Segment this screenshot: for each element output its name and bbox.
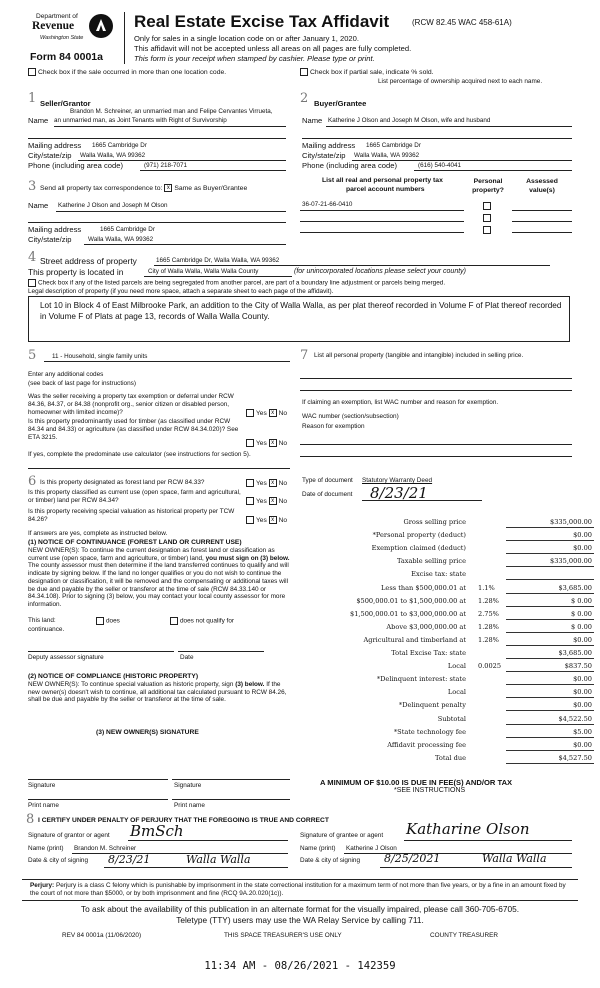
no-label: No bbox=[278, 479, 288, 487]
corr-mailing-label: Mailing address bbox=[28, 225, 82, 234]
section-8-number: 8 bbox=[26, 812, 35, 827]
seller-rule-4 bbox=[140, 170, 286, 171]
tax-row-rule bbox=[506, 737, 594, 738]
owner-sig-rule-2 bbox=[172, 779, 290, 780]
tax-row-rule bbox=[506, 724, 594, 725]
tax-row bbox=[300, 531, 596, 542]
parcels-head-assessed: Assessed value(s) bbox=[526, 178, 558, 194]
yes-label: Yes bbox=[256, 497, 267, 505]
sec6-q2-yes-checkbox[interactable] bbox=[246, 497, 254, 505]
owner-print-label-1: Print name bbox=[28, 802, 59, 809]
tax-row-rate: 1.28% bbox=[478, 622, 499, 631]
tax-row bbox=[300, 741, 596, 752]
tax-row-value: $0.00 bbox=[573, 701, 592, 710]
tax-row-rule bbox=[506, 579, 594, 580]
assessed-rule-1 bbox=[512, 210, 572, 211]
corr-name: Katherine J Olson and Joseph M Olson bbox=[58, 202, 168, 209]
see-instructions: *SEE INSTRUCTIONS bbox=[394, 787, 466, 794]
exempt-label: If claiming an exemption, list WAC number and reason for exemption. bbox=[302, 399, 499, 406]
corr-rule-3 bbox=[84, 244, 286, 245]
does-label: does bbox=[106, 617, 120, 625]
tax-row-label: Total due bbox=[434, 753, 466, 762]
minimum-fee-note: A MINIMUM OF $10.00 IS DUE IN FEE(S) AND/OR TAX bbox=[320, 778, 513, 787]
sec6-q1: Is this property designated as forest land per RCW 84.33? bbox=[40, 479, 205, 486]
tax-row bbox=[300, 544, 596, 555]
segregation-label: Check box if any of the listed parcels are being segregated from another parcel, are part of a boundary line adjustment or parcels being merged. bbox=[38, 279, 446, 287]
footer-rule-top bbox=[22, 879, 578, 880]
assessed-rule-3 bbox=[512, 232, 572, 233]
no-label: No bbox=[278, 439, 288, 447]
tax-row-value: $837.50 bbox=[564, 662, 592, 671]
section-6-number: 6 bbox=[28, 474, 37, 489]
yes-label: Yes bbox=[256, 409, 267, 417]
owner-sig-rule-1 bbox=[28, 779, 168, 780]
seller-heading: Seller/Grantor bbox=[40, 99, 91, 108]
does-not-checkbox[interactable] bbox=[170, 617, 178, 625]
does-option[interactable] bbox=[96, 617, 120, 625]
street-label: Street address of property bbox=[40, 256, 137, 266]
tax-row-value: $335,000.00 bbox=[550, 518, 592, 526]
does-not-label: does not qualify for bbox=[180, 617, 234, 625]
partial-sale-label: Check box if partial sale, indicate % sold. bbox=[310, 68, 434, 76]
yes-label: Yes bbox=[256, 479, 267, 487]
seller-city-label: City/state/zip bbox=[28, 151, 72, 160]
perjury-body: Perjury is a class C felony which is punishable by imprisonment in the state correctional institution for a maximum term of not more than five years, or by a fine in an amount fixed by the court of not more than $5000, or by both imprisonment and fine (RCQ 9A.20.020(1c)). bbox=[30, 882, 566, 897]
tax-row-label: *Delinquent penalty bbox=[398, 701, 466, 710]
tax-row-rule bbox=[506, 671, 594, 672]
notice2-title: (2) NOTICE OF COMPLIANCE (HISTORIC PROPERTY) bbox=[28, 673, 199, 680]
owner-sig-label-2: Signature bbox=[174, 782, 202, 789]
footer-rule-bottom bbox=[22, 900, 578, 901]
sec5-q1: Was the seller receiving a property tax exemption or deferral under RCW 84.36, 84.37, or 84.38 (nonprofit org., senior citizen or disabled person, homeowner with limited income)? bbox=[28, 393, 234, 416]
seller-name-line1: Brandon M. Schreiner, an unmarried man and Felipe Cervantes Virrueta, bbox=[70, 108, 273, 115]
tax-row bbox=[300, 557, 596, 568]
tax-row-rule bbox=[506, 606, 594, 607]
notice1-part-b: you must sign on (3) below. bbox=[205, 554, 290, 562]
tax-row-value: $3,685.00 bbox=[558, 649, 592, 657]
wac-label: WAC number (section/subsection) bbox=[302, 413, 399, 420]
form-number: Form 84 0001a bbox=[30, 51, 103, 63]
tax-row-label: $1,500,000.01 to $3,000,000.00 at bbox=[350, 609, 466, 618]
no-label: No bbox=[278, 516, 288, 524]
buyer-phone: (616) 540-4041 bbox=[418, 162, 462, 169]
tax-row-rate: 0.0025 bbox=[478, 662, 502, 671]
tax-row bbox=[300, 610, 596, 621]
tax-row-label: *Personal property (deduct) bbox=[372, 531, 466, 540]
owner-print-label-2: Print name bbox=[174, 802, 205, 809]
tax-row-rule bbox=[506, 763, 594, 764]
partial-sale-sub: List percentage of ownership acquired next to each name. bbox=[378, 78, 543, 85]
tax-row bbox=[300, 597, 596, 608]
header-note-2: This affidavit will not be accepted unless all areas on all pages are fully completed. bbox=[134, 44, 412, 53]
legal-description: Lot 10 in Block 4 of East Milbrooke Park, an addition to the City of Walla Walla, as per plat thereof recorded in Volume F of Plat thereof recorded in Volume F of Plats at page 13, records of Walla Walla County. bbox=[40, 301, 562, 321]
doc-date-rule bbox=[362, 500, 482, 501]
tax-row-value: $0.00 bbox=[573, 688, 592, 697]
buyer-name: Katherine J Olson and Joseph M Olson, wife and husband bbox=[328, 117, 491, 124]
corr-name-label: Name bbox=[28, 201, 49, 210]
tax-row-rule bbox=[506, 658, 594, 659]
grantee-date: 8/25/2021 bbox=[384, 852, 441, 865]
doc-type-label: Type of document bbox=[302, 477, 353, 484]
street-rule bbox=[154, 265, 550, 266]
tax-row-label: *State technology fee bbox=[393, 727, 466, 736]
tax-row-value: $4,522.50 bbox=[558, 714, 592, 723]
tax-row-label: Local bbox=[447, 662, 466, 671]
notice1-title: (1) NOTICE OF CONTINUANCE (FOREST LAND OR CURRENT USE) bbox=[28, 539, 242, 546]
tax-row-rate: 1.28% bbox=[478, 635, 499, 644]
tax-row bbox=[300, 662, 596, 673]
segregation-checkbox[interactable] bbox=[28, 279, 36, 287]
corr-city: Walla Walla, WA 99362 bbox=[88, 236, 154, 243]
seller-mailing-label: Mailing address bbox=[28, 141, 82, 150]
sec6-q1-answer bbox=[246, 479, 287, 487]
sec5-q1-yes-checkbox[interactable] bbox=[246, 409, 254, 417]
notice2-part-a: NEW OWNER(S): To continue special valuation as historic property, sign bbox=[28, 681, 234, 688]
dor-emblem-icon bbox=[88, 13, 114, 39]
parcel-1: 36-07-21-66-0410 bbox=[302, 201, 353, 208]
buyer-mailing: 1665 Cambridge Dr bbox=[366, 142, 421, 149]
use-code: 11 - Household, single family units bbox=[52, 353, 148, 360]
grantor-date-rule bbox=[104, 867, 288, 868]
tax-row bbox=[300, 649, 596, 660]
parcels-head-personal: Personal property? bbox=[472, 178, 504, 194]
yes-label: Yes bbox=[256, 516, 267, 524]
parcel-rule-2 bbox=[300, 221, 464, 222]
tax-row-label: Taxable selling price bbox=[396, 557, 466, 566]
sec6-q2: Is this property classified as current use (open space, farm and agricultural, or timber) land per RCW 84.34? bbox=[28, 489, 241, 504]
tax-row bbox=[300, 715, 596, 726]
corr-rule-1 bbox=[56, 211, 286, 212]
corr-rule-2 bbox=[28, 222, 286, 223]
section-5-number: 5 bbox=[28, 348, 37, 363]
tty-note: Teletype (TTY) users may use the WA Relay Service by calling 711. bbox=[176, 915, 424, 925]
tax-row bbox=[300, 623, 596, 634]
tax-row-rule bbox=[506, 684, 594, 685]
tax-row bbox=[300, 675, 596, 686]
tax-row-rule bbox=[506, 566, 594, 567]
sec5-rule-end bbox=[28, 468, 290, 469]
perjury-label: Perjury: bbox=[30, 882, 55, 889]
tax-row-value: $ 0.00 bbox=[571, 609, 592, 618]
same-as-buyer-label: Same as Buyer/Grantee bbox=[174, 184, 248, 192]
buyer-name-label: Name bbox=[302, 116, 323, 125]
section-4-number: 4 bbox=[28, 250, 37, 265]
add-codes-label: Enter any additional codes bbox=[28, 371, 104, 378]
sec6-ifyes: If answers are yes, complete as instructed below. bbox=[28, 530, 168, 537]
legal-label: Legal description of property (if you need more space, attach a separate sheet to each page of the affidavit). bbox=[28, 288, 334, 295]
grantor-sig-label: Signature of grantor or agent bbox=[28, 832, 110, 839]
tax-row-rate: 1.1% bbox=[478, 583, 495, 592]
tax-row bbox=[300, 728, 596, 739]
sec6-q3-yes-checkbox[interactable] bbox=[246, 516, 254, 524]
grantee-name: Katherine J Olson bbox=[346, 845, 397, 852]
logo-state-text: Washington State bbox=[40, 35, 84, 41]
seller-phone: (971) 218-7071 bbox=[144, 162, 188, 169]
no-label: No bbox=[278, 409, 288, 417]
tax-row-rule bbox=[506, 697, 594, 698]
section-3-number: 3 bbox=[28, 179, 37, 194]
form-title: Real Estate Excise Tax Affidavit bbox=[134, 12, 390, 31]
tax-row-label: Above $3,000,000.00 at bbox=[386, 622, 466, 631]
tax-row-rule bbox=[506, 710, 594, 711]
seller-name-line2: an unmarried man, as Joint Tenants with Right of Survivorship bbox=[54, 117, 227, 124]
sec5-q1-no-checkbox[interactable]: x bbox=[269, 409, 277, 417]
grantor-date-label: Date & city of signing bbox=[28, 857, 89, 864]
seller-mailing: 1665 Cambridge Dr bbox=[92, 142, 147, 149]
corr-mailing: 1665 Cambridge Dr bbox=[100, 226, 155, 233]
tax-row-rule bbox=[506, 645, 594, 646]
tax-row-value: $4,527.50 bbox=[558, 753, 592, 762]
tax-row-rate: 1.28% bbox=[478, 596, 499, 605]
tax-row bbox=[300, 754, 596, 765]
multi-location-check[interactable] bbox=[28, 68, 226, 76]
notice1-part-c: The county assessor must then determine if the land transferred continues to qualify and will indicate by signing below. If the land no longer qualifies or you do not wish to continue the designation or classification, it will be removed and the compensating or additional taxes will be due and payable by the seller or transferor at the time of sale (RCW 84.33.140 or 84.34.108). Prior to signing (3) below, you may contact your local county assessor for more information. bbox=[28, 562, 289, 608]
buyer-rule-2 bbox=[302, 138, 572, 139]
continuance-label: continuance. bbox=[28, 626, 65, 633]
tax-row-value: $5.00 bbox=[573, 727, 592, 736]
sec5-q2-answer bbox=[246, 439, 287, 447]
tax-row-rule bbox=[506, 540, 594, 541]
sec6-q3: Is this property receiving special valuation as historical property per TCW 84.26? bbox=[28, 508, 235, 523]
buyer-city: Walla Walla, WA 99362 bbox=[354, 152, 420, 159]
buyer-heading: Buyer/Grantee bbox=[314, 99, 367, 108]
tax-row-rule bbox=[506, 619, 594, 620]
deputy-date-rule bbox=[178, 651, 264, 652]
tax-row-value: $3,685.00 bbox=[558, 583, 592, 592]
parcel-rule-3 bbox=[300, 232, 464, 233]
tax-row bbox=[300, 570, 596, 581]
sec6-q1-yes-checkbox[interactable] bbox=[246, 479, 254, 487]
grantee-signature: Katharine Olson bbox=[406, 820, 530, 838]
notice1-body bbox=[28, 547, 290, 609]
header-divider bbox=[124, 12, 125, 64]
multi-location-label: Check box if the sale occurred in more than one location code. bbox=[38, 68, 227, 76]
doc-date: 8/23/21 bbox=[370, 484, 428, 502]
sec6-q1-no-checkbox[interactable]: x bbox=[269, 479, 277, 487]
dor-logo bbox=[26, 13, 116, 49]
grantor-name-label: Name (print) bbox=[28, 845, 64, 852]
correspondence-text: Send all property tax correspondence to: bbox=[40, 184, 163, 192]
sec5-q3: If yes, complete the predominate use calculator (see instructions for section 5). bbox=[28, 451, 251, 458]
tax-row-value: $335,000.00 bbox=[550, 557, 592, 566]
header-note-1: Only for sales in a single location code on or after January 1, 2020. bbox=[134, 34, 359, 43]
owner-print-rule-2 bbox=[172, 799, 290, 800]
notice2-part-c: If the new owner(s) doesn't wish to continue, all additional tax calculated pursuant to RCW 84.26, shall be due and payable by the seller or transferor at the time of sale. bbox=[28, 681, 287, 704]
personal-checkbox-1[interactable] bbox=[483, 202, 491, 210]
grantee-date-rule bbox=[380, 867, 572, 868]
sec6-q2-no-checkbox[interactable]: x bbox=[269, 497, 277, 505]
add-codes-note: (see back of last page for instructions) bbox=[28, 380, 136, 387]
sec5-q2-no-checkbox[interactable]: x bbox=[269, 439, 277, 447]
personal-checkbox-3[interactable] bbox=[483, 226, 491, 234]
located-rule bbox=[144, 276, 292, 277]
tax-row-rule bbox=[506, 632, 594, 633]
tax-row bbox=[300, 636, 596, 647]
notice2-part-b: (3) below. bbox=[235, 681, 265, 688]
tax-row-label: Subtotal bbox=[437, 714, 466, 723]
tax-row bbox=[300, 518, 596, 529]
treasurer-use-only: THIS SPACE TREASURER'S USE ONLY bbox=[224, 932, 342, 939]
section-1-number: 1 bbox=[28, 91, 37, 106]
tax-row-label: $500,000.01 to $1,500,000.00 at bbox=[356, 596, 466, 605]
segregation-check[interactable] bbox=[28, 279, 445, 287]
owner-sig-label-1: Signature bbox=[28, 782, 56, 789]
grantee-name-label: Name (print) bbox=[300, 845, 336, 852]
buyer-rule-3 bbox=[352, 160, 572, 161]
use-code-rule bbox=[44, 361, 290, 362]
grantee-sig-label: Signature of grantee or agent bbox=[300, 832, 384, 839]
deputy-sig-rule bbox=[28, 651, 174, 652]
seller-rule-2 bbox=[28, 138, 286, 139]
tax-row-value: $0.00 bbox=[573, 675, 592, 684]
tax-row-label: Excise tax: state bbox=[411, 570, 466, 579]
sec6-q3-no-checkbox[interactable]: x bbox=[269, 516, 277, 524]
does-checkbox[interactable] bbox=[96, 617, 104, 625]
logo-dept-text: Department of bbox=[36, 13, 78, 20]
tax-row-rate: 2.75% bbox=[478, 609, 499, 618]
buyer-name-rule bbox=[326, 126, 572, 127]
grantor-name-rule bbox=[72, 853, 288, 854]
tax-row-rule bbox=[506, 750, 594, 751]
section-7-number: 7 bbox=[300, 348, 309, 363]
seller-rule-3 bbox=[78, 160, 286, 161]
sec7-rule-4 bbox=[300, 456, 572, 457]
tax-row-rule bbox=[506, 593, 594, 594]
grantee-city: Walla Walla bbox=[482, 852, 547, 865]
buyer-rule-4 bbox=[414, 170, 572, 171]
same-as-buyer-checkbox[interactable]: x bbox=[164, 184, 172, 192]
form-rcw: (RCW 82.45 WAC 458-61A) bbox=[412, 18, 512, 27]
multi-location-checkbox[interactable] bbox=[28, 68, 36, 76]
personal-checkbox-2[interactable] bbox=[483, 214, 491, 222]
county-treasurer: COUNTY TREASURER bbox=[430, 932, 498, 939]
buyer-city-label: City/state/zip bbox=[302, 151, 346, 160]
assessed-rule-2 bbox=[512, 221, 572, 222]
seller-phone-label: Phone (including area code) bbox=[28, 161, 123, 170]
deputy-sig-label: Deputy assessor signature bbox=[28, 654, 104, 661]
tax-row-label: Local bbox=[447, 688, 466, 697]
tax-row-label: *Delinquent interest: state bbox=[376, 675, 466, 684]
doc-date-label: Date of document bbox=[302, 491, 353, 498]
grantor-name: Brandon M. Schreiner bbox=[74, 845, 137, 852]
tax-row-rule bbox=[506, 553, 594, 554]
sec7-text: List all personal property (tangible and intangible) included in selling price. bbox=[314, 352, 524, 359]
tax-row-label: Affidavit processing fee bbox=[387, 740, 466, 749]
notice2-body bbox=[28, 681, 290, 704]
notice3-title: (3) NEW OWNER(S) SIGNATURE bbox=[96, 729, 199, 736]
no-label: No bbox=[278, 497, 288, 505]
form-revision: REV 84 0001a (11/06/2020) bbox=[62, 932, 142, 939]
sec7-rule-2 bbox=[300, 390, 572, 391]
tax-row bbox=[300, 584, 596, 595]
reason-label: Reason for exemption bbox=[302, 423, 365, 430]
sec6-q2-answer bbox=[246, 497, 287, 505]
parcels-head-1: List all real and personal property tax bbox=[322, 177, 443, 184]
buyer-phone-label: Phone (including area code) bbox=[302, 161, 397, 170]
tax-row-label: Gross selling price bbox=[403, 518, 466, 526]
sec7-rule-3 bbox=[300, 444, 572, 445]
tax-row-value: $ 0.00 bbox=[571, 596, 592, 605]
logo-revenue-text: Revenue bbox=[32, 20, 75, 32]
grantor-sig-rule bbox=[128, 840, 288, 841]
tax-row-rule bbox=[506, 527, 594, 528]
grantor-date: 8/23/21 bbox=[108, 853, 151, 866]
this-land-label: This land: bbox=[28, 617, 56, 624]
sec7-rule-1 bbox=[300, 378, 572, 379]
seller-name-rule bbox=[54, 126, 286, 127]
parcel-rule-1 bbox=[300, 210, 464, 211]
certify-text: I CERTIFY UNDER PENALTY OF PERJURY THAT THE FOREGOING IS TRUE AND CORRECT bbox=[38, 817, 329, 824]
seller-name-label: Name bbox=[28, 116, 49, 125]
notice1-part-a: NEW OWNER(S): To continue the current designation as forest land or classification as current use (open space, farm and agriculture, or timber) land, bbox=[28, 547, 275, 562]
unincorp-note: (for unincorporated locations please select your county) bbox=[294, 268, 466, 275]
grantee-date-label: Date & city of signing bbox=[300, 857, 361, 864]
correspondence-label bbox=[40, 184, 247, 192]
yes-label: Yes bbox=[256, 439, 267, 447]
perjury-text bbox=[30, 882, 570, 898]
grantor-city: Walla Walla bbox=[186, 853, 251, 866]
tax-row-value: $0.00 bbox=[573, 544, 592, 553]
header-note-3: This form is your receipt when stamped by cashier. Please type or print. bbox=[134, 54, 375, 63]
partial-sale-checkbox[interactable] bbox=[300, 68, 308, 76]
tax-row-value: $0.00 bbox=[573, 635, 592, 644]
partial-sale-check[interactable] bbox=[300, 68, 434, 76]
alt-format-note: To ask about the availability of this publication in an alternate format for the visually impaired, please call 360-705-6705. bbox=[80, 904, 520, 914]
corr-city-label: City/state/zip bbox=[28, 235, 72, 244]
grantor-signature: BmSch bbox=[130, 822, 184, 840]
grantee-sig-rule bbox=[404, 840, 572, 841]
buyer-mailing-label: Mailing address bbox=[302, 141, 356, 150]
does-not-option[interactable] bbox=[170, 617, 234, 625]
tax-row-value: $ 0.00 bbox=[571, 622, 592, 631]
tax-row bbox=[300, 701, 596, 712]
tax-row-label: Exemption claimed (deduct) bbox=[371, 544, 466, 553]
seller-city: Walla Walla, WA 99362 bbox=[80, 152, 146, 159]
owner-print-rule-1 bbox=[28, 799, 168, 800]
located-value: City of Walla Walla, Walla Walla County bbox=[148, 268, 259, 275]
tax-row-value: $0.00 bbox=[573, 531, 592, 540]
tax-row-value: $0.00 bbox=[573, 740, 592, 749]
sec6-q3-answer bbox=[246, 516, 287, 524]
section-2-number: 2 bbox=[300, 91, 309, 106]
deputy-date-label: Date bbox=[180, 654, 194, 661]
located-label: This property is located in bbox=[28, 267, 124, 277]
tax-row-label: Less than $500,000.01 at bbox=[381, 583, 466, 592]
tax-row-label: Agricultural and timberland at bbox=[363, 635, 466, 644]
sec5-q2-yes-checkbox[interactable] bbox=[246, 439, 254, 447]
tax-row bbox=[300, 688, 596, 699]
sec5-q1-answer bbox=[246, 409, 287, 417]
sec5-q2: Is this property predominantly used for timber (as classified under RCW 84.34 and 84.33) or agriculture (as classified under RCW 84.34.020)? See ETA 3215. bbox=[28, 418, 239, 441]
doc-type: Statutory Warranty Deed bbox=[362, 477, 433, 484]
tax-row-label: Total Excise Tax: state bbox=[391, 649, 466, 657]
parcels-head-2: parcel account numbers bbox=[346, 186, 425, 193]
receipt-stamp: 11:34 AM - 08/26/2021 - 142359 bbox=[204, 960, 396, 972]
street-address: 1665 Cambridge Dr, Walla Walla, WA 99362 bbox=[156, 257, 280, 264]
